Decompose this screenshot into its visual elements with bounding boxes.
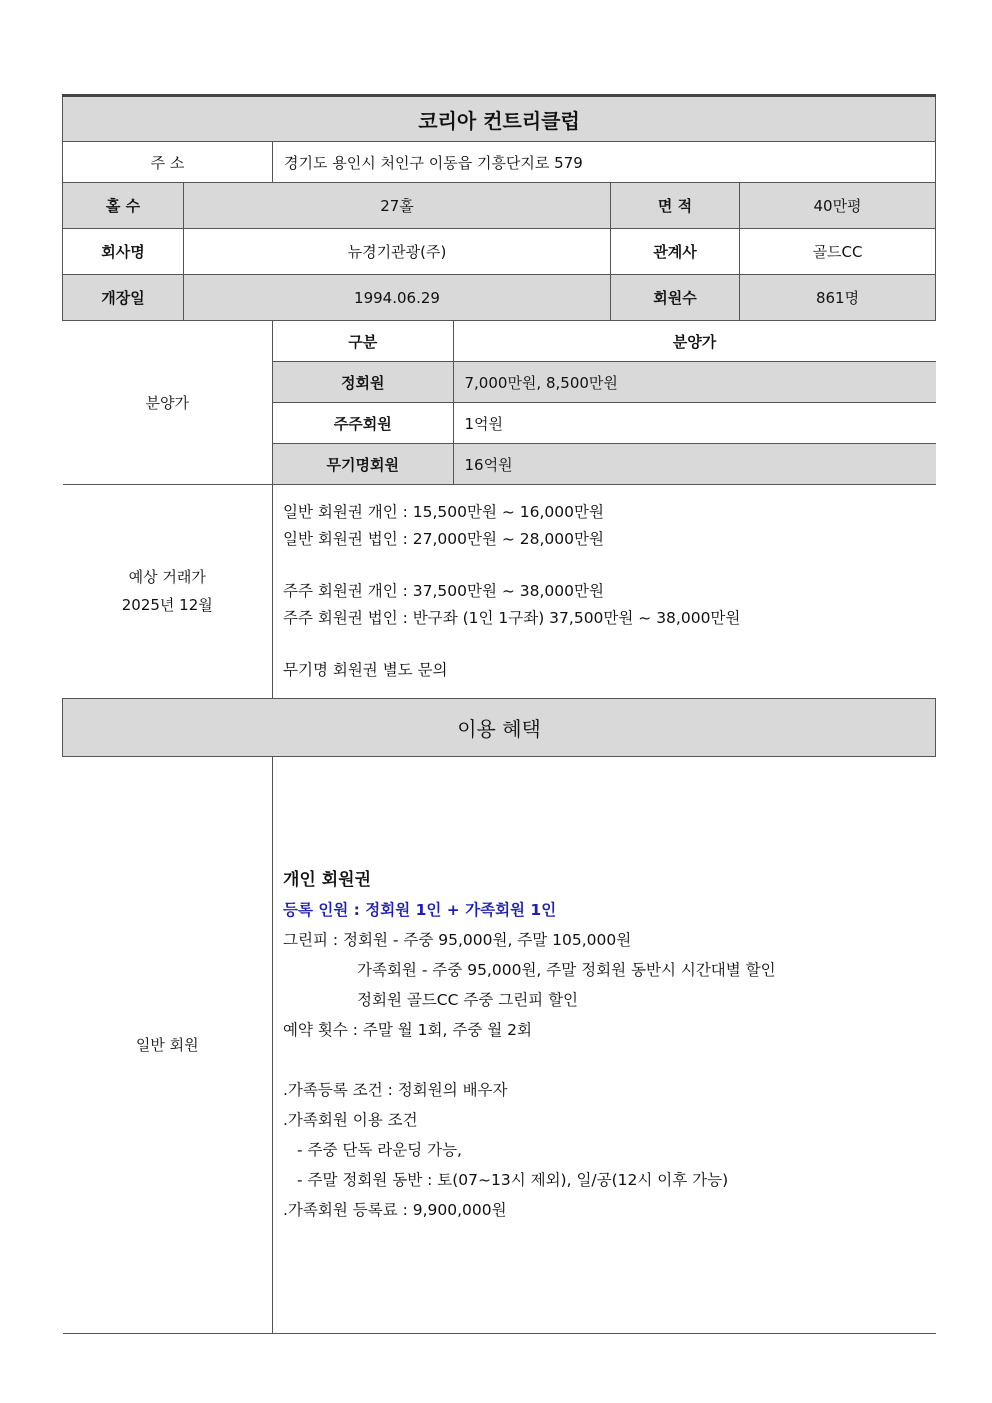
expected-price-label-line2: 2025년 12월 (121, 596, 213, 615)
benefit-details (273, 756, 936, 1333)
affiliate-label: 관계사 (611, 229, 740, 275)
area-value: 40만평 (740, 183, 936, 229)
holes-label: 홀 수 (63, 183, 184, 229)
affiliate-value: 골드CC (740, 229, 936, 275)
benefits-header: 이용 혜택 (63, 698, 936, 756)
area-label: 면 적 (611, 183, 740, 229)
company-value: 뉴경기관광(주) (184, 229, 611, 275)
trade-line: 일반 회원권 개인 : 15,500만원 ~ 16,000만원 (283, 503, 604, 521)
expected-price-label (63, 485, 273, 699)
info-table (62, 94, 936, 1334)
company-label: 회사명 (63, 229, 184, 275)
family-fee-line: .가족회원 등록료 : 9,900,000원 (283, 1200, 507, 1219)
holes-value: 27홀 (184, 183, 611, 229)
sale-row-type: 정회원 (273, 362, 453, 403)
trade-line: 일반 회원권 법인 : 27,000만원 ~ 28,000만원 (283, 529, 604, 548)
sale-row-type: 무기명회원 (273, 444, 453, 485)
address-label: 주 소 (63, 142, 273, 183)
booking-line: 예약 횟수 : 주말 월 1회, 주중 월 2회 (283, 1020, 532, 1039)
sale-row-price: 7,000만원, 8,500만원 (453, 362, 936, 403)
sale-row-type: 주주회원 (273, 403, 453, 444)
expected-price-label-line1: 예상 거래가 (128, 568, 206, 587)
sale-price-table (273, 321, 936, 484)
expected-price-details (273, 485, 936, 699)
family-condition-line: .가족등록 조건 : 정회원의 배우자 (283, 1080, 508, 1099)
sale-price-label: 분양가 (63, 321, 273, 485)
membership-document (62, 94, 935, 1334)
greenfee-line: 정회원 골드CC 주중 그린피 할인 (357, 990, 579, 1009)
trade-line: 주주 회원권 법인 : 반구좌 (1인 1구좌) 37,500만원 ~ 38,000만원 (283, 608, 741, 627)
trade-line: 무기명 회원권 별도 문의 (283, 661, 448, 679)
sale-row-price: 16억원 (453, 444, 936, 485)
greenfee-line: 그린피 : 정회원 - 주중 95,000원, 주말 105,000원 (283, 930, 632, 949)
opening-value: 1994.06.29 (184, 275, 611, 321)
opening-label: 개장일 (63, 275, 184, 321)
benefit-category: 일반 회원 (63, 756, 273, 1333)
registration-line: 등록 인원 : 정회원 1인 + 가족회원 1인 (283, 900, 557, 919)
benefit-heading: 개인 회원권 (283, 869, 372, 890)
sale-header-price: 분양가 (453, 321, 936, 362)
family-usage-line: .가족회원 이용 조건 (283, 1110, 418, 1129)
members-label: 회원수 (611, 275, 740, 321)
greenfee-line: 가족회원 - 주중 95,000원, 주말 정회원 동반시 시간대별 할인 (357, 960, 776, 979)
members-value: 861명 (740, 275, 936, 321)
usage-line: - 주말 정회원 동반 : 토(07~13시 제외), 일/공(12시 이후 가능) (297, 1170, 729, 1189)
address-value: 경기도 용인시 처인구 이동읍 기흥단지로 579 (273, 142, 936, 183)
sale-header-type: 구분 (273, 321, 453, 362)
usage-line: - 주중 단독 라운딩 가능, (297, 1140, 462, 1159)
trade-line: 주주 회원권 개인 : 37,500만원 ~ 38,000만원 (283, 582, 604, 600)
sale-row-price: 1억원 (453, 403, 936, 444)
page-title: 코리아 컨트리클럽 (63, 96, 936, 142)
